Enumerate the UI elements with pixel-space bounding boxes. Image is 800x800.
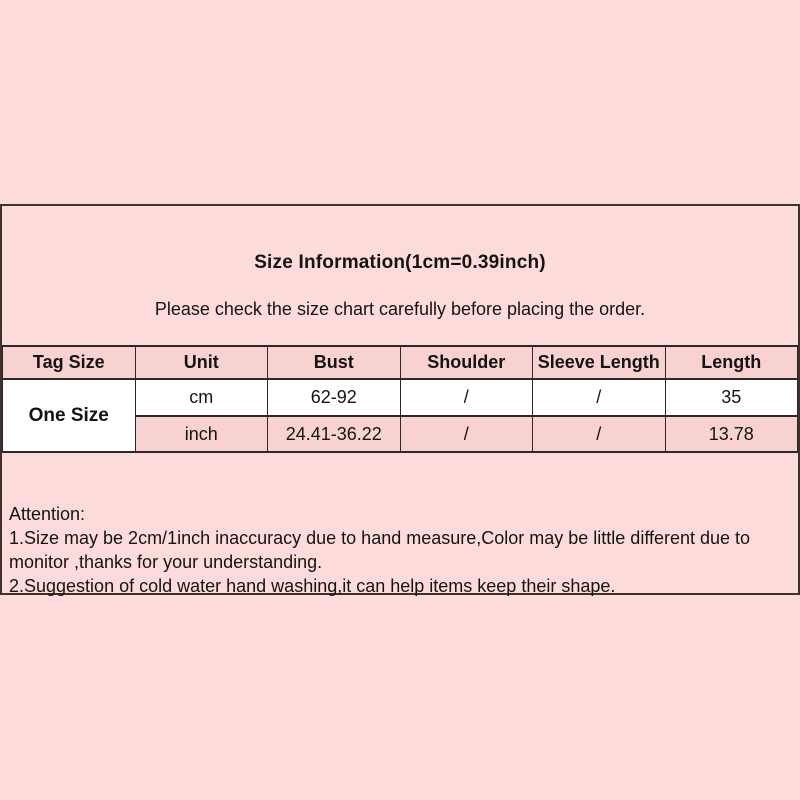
size-info-subtitle: Please check the size chart carefully before placing the order.: [154, 299, 646, 319]
length-cell-cm: 35: [665, 379, 798, 416]
attention-heading: Attention:: [9, 504, 86, 524]
attention-line: monitor ,thanks for your understanding.: [9, 552, 323, 572]
size-table: [2, 345, 798, 453]
column-header-tag-size: Tag Size: [3, 346, 136, 379]
shoulder-cell-inch: /: [400, 416, 533, 452]
column-header-sleeve-length: Sleeve Length: [533, 346, 666, 379]
shoulder-cell-cm: /: [400, 379, 533, 416]
attention-line: 1.Size may be 2cm/1inch inaccuracy due to hand measure,Color may be little different due to: [9, 528, 751, 548]
unit-cell-inch: inch: [135, 416, 268, 452]
tag-size-cell: One Size: [3, 379, 136, 452]
size-info-title: Size Information(1cm=0.39inch): [254, 252, 546, 273]
bust-cell-cm: 62-92: [268, 379, 401, 416]
size-table-header-row: [3, 346, 798, 379]
sleeve-cell-inch: /: [533, 416, 666, 452]
unit-cell-cm: cm: [135, 379, 268, 416]
size-info-box: [0, 204, 800, 595]
column-header-bust: Bust: [268, 346, 401, 379]
attention-line: 2.Suggestion of cold water hand washing,it can help items keep their shape.: [9, 576, 616, 596]
column-header-shoulder: Shoulder: [400, 346, 533, 379]
column-header-unit: Unit: [135, 346, 268, 379]
sleeve-cell-cm: /: [533, 379, 666, 416]
column-header-length: Length: [665, 346, 798, 379]
bust-cell-inch: 24.41-36.22: [268, 416, 401, 452]
length-cell-inch: 13.78: [665, 416, 798, 452]
size-row-cm: [3, 379, 798, 416]
attention-block: [9, 502, 794, 598]
